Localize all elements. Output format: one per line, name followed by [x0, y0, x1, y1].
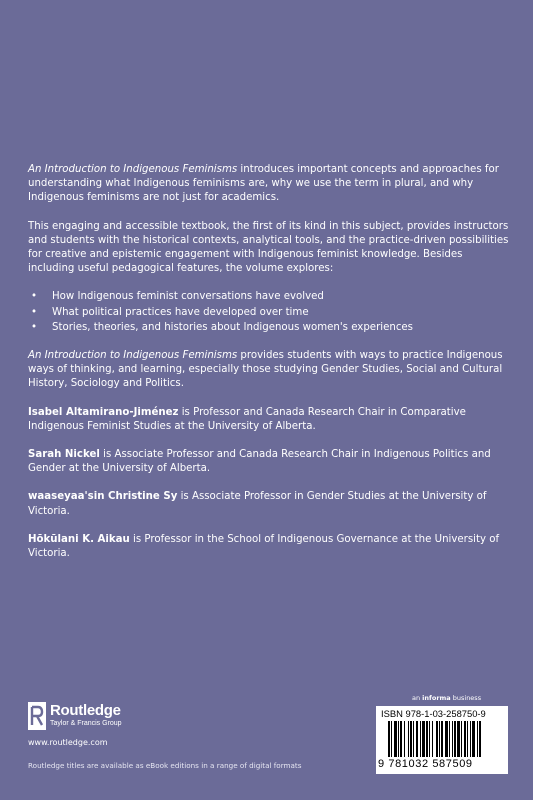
publisher-group: Taylor & Francis Group: [50, 720, 122, 727]
publisher-url: www.routledge.com: [28, 738, 108, 747]
description-paragraph: This engaging and accessible textbook, the first of its kind in this subject, provides instructors and students with the historical contexts, analytical tools, and the practice-driven possibilities for creative and epistemic engagement with Indigenous feminist knowledge. Besides including useful pedagogical features, the volume explores:: [28, 220, 509, 275]
list-item: • Stories, theories, and histories about Indigenous women's experiences: [28, 321, 510, 335]
barcode-icon: [376, 721, 508, 759]
author-name: Hōkūlani K. Aikau: [28, 533, 130, 545]
back-cover-text: [28, 163, 510, 575]
author-bio: Sarah Nickel is Associate Professor and Canada Research Chair in Indigenous Politics and Gender at the University of Alberta.: [28, 449, 491, 475]
routledge-logo: [28, 702, 178, 732]
ebook-note: Routledge titles are available as eBook editions in a range of digital formats: [28, 761, 302, 770]
audience-paragraph: [28, 349, 510, 392]
author-name: Sarah Nickel: [28, 449, 100, 461]
book-title-italic: An Introduction to Indigenous Feminisms: [28, 164, 238, 175]
bullet-icon: •: [31, 291, 38, 303]
routledge-r-icon: [28, 702, 46, 730]
bullet-icon: •: [31, 306, 38, 318]
author-bio: waaseyaa'sin Christine Sy is Associate Professor in Gender Studies at the University of Victoria.: [28, 491, 487, 517]
intro-text: introduces important concepts and approaches for understanding what Indigenous feminisms are, why we use the term in plural, and why Indigenous feminisms are not just for academics.: [28, 164, 499, 204]
list-item: • What political practices have developed over time: [28, 306, 510, 320]
author-bio: Isabel Altamirano-Jiménez is Professor and Canada Research Chair in Comparative Indigenous Feminist Studies at the University of Alberta.: [28, 406, 466, 432]
list-item: • How Indigenous feminist conversations have evolved: [28, 290, 510, 304]
isbn-label: ISBN 978-1-03-258750-9: [381, 708, 486, 719]
isbn-barcode: [376, 706, 508, 774]
author-name: waaseyaa'sin Christine Sy: [28, 491, 178, 503]
book-title-italic: An Introduction to Indigenous Feminisms: [28, 350, 238, 362]
publisher-name: Routledge: [50, 702, 121, 719]
intro-paragraph: [28, 163, 510, 206]
bullet-icon: •: [31, 321, 38, 333]
informa-business-tag: an informa business: [412, 694, 482, 702]
topics-list: [28, 290, 510, 335]
author-name: Isabel Altamirano-Jiménez: [28, 406, 179, 418]
author-bio: Hōkūlani K. Aikau is Professor in the School of Indigenous Governance at the University of Victoria.: [28, 533, 500, 560]
isbn-digits: 9 781032 587509: [378, 758, 473, 770]
audience-text: provides students with ways to practice Indigenous ways of thinking, and learning, especially those studying Gender Studies, Social and Cultural History, Sociology and Politics.: [28, 350, 503, 390]
